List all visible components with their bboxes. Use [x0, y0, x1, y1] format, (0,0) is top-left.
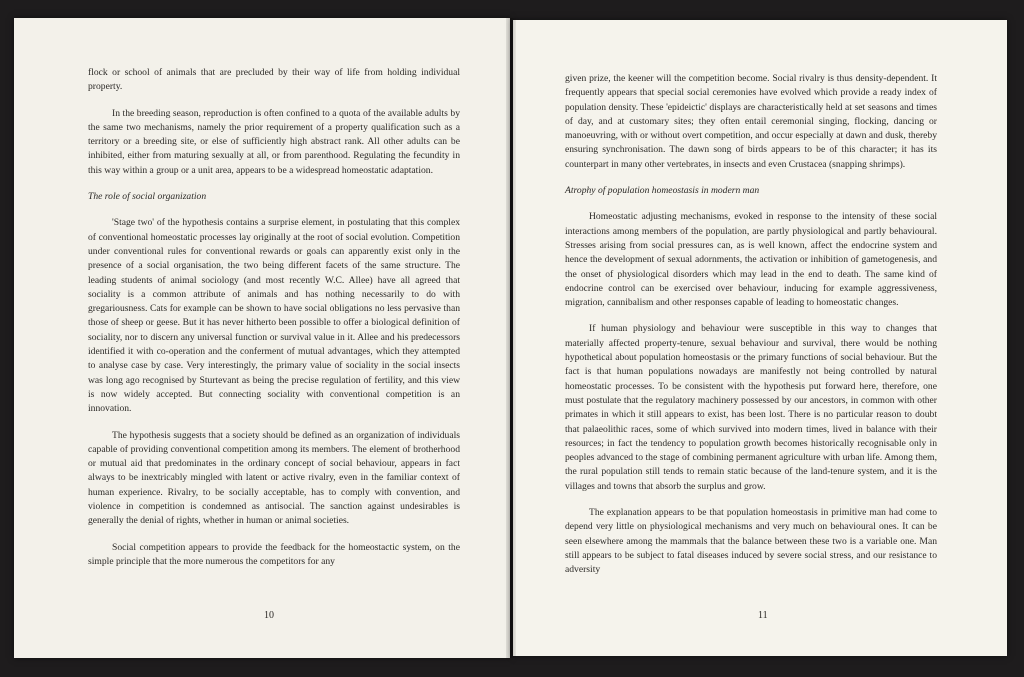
- paragraph: If human physiology and behaviour were susceptible in this way to changes that materially affected property-tenure, sexual behaviour and survival, there would be nothing hypothetical about population homeostasis or the primary functions of social behaviour. But the fact is that human populations nowadays are manifestly not being controlled by natural homeostatic processes. To be consistent with the hypothesis put forward here, therefore, one must postulate that the regulatory machinery possessed by our ancestors, in common with other primates in which it still appears to exist, has been lost. There is no particular reason to doubt that palaeolithic races, some of which survived into modern times, lived in balance with their resources; in fact the tendency to population growth becomes historically recognisable only in peoples advanced to the stage of combining permanent agriculture with urban life. Among them, the rural population still tends to remain static because of the land-tenure system, and it is the villages and towns that absorb the surplus and grow.: [565, 323, 937, 492]
- page-number: 10: [264, 610, 274, 621]
- section-heading: The role of social organization: [88, 191, 207, 203]
- paragraph: Homeostatic adjusting mechanisms, evoked in response to the intensity of these social interactions among members of the population, are partly physiological and partly behavioural. Stresses arising from social pressures can, as is well known, affect the endocrine system and hence the development of sexual adornments, the activation or inhibition of gametogenesis, and the onset of physiological disorders which may lead in the end to death. The same kind of endocrine control can be exercised over behaviour, inducing for example aggressiveness, migration, cannibalism and other responses capable of leading to homeostatic changes.: [565, 211, 937, 309]
- paragraph: Social competition appears to provide the feedback for the homeostactic system, on the simple principle that the more numerous the competitors for any: [88, 541, 460, 567]
- paragraph: The explanation appears to be that population homeostasis in primitive man had come to depend very little on physiological mechanisms and very much on behavioural ones. It can be seen elsewhere among the mammals that the balance between these two is a variable one. Man still appears to be subject to fatal diseases induced by severe social stress, and our resistance to adversity: [565, 507, 937, 576]
- left-page-text: [88, 66, 460, 581]
- paragraph: In the breeding season, reproduction is often confined to a quota of the available adults by the same two mechanisms, namely the prior requirement of a property qualification such as a territory or a breeding site, or else of sufficiently high abstract rank. All other adults can be inhibited, either from maturing sexually at all, or from parenthood. Regulating the fecundity in this way within a group or a unit area, appears to be a widespread homeostatic adaptation.: [88, 107, 460, 176]
- paragraph: flock or school of animals that are precluded by their way of life from holding individual property.: [88, 67, 460, 93]
- page-number: 11: [758, 610, 768, 621]
- section-heading: Atrophy of population homeostasis in modern man: [565, 185, 760, 197]
- paragraph: The hypothesis suggests that a society should be defined as an organization of individuals capable of providing conventional competition among its members. The element of brotherhood or mutual aid that predominates in the ordinary concept of social behaviour, appears in fact always to be inextricably mingled with latent or active rivalry, even in the familiar context of human experience. Rivalry, to be socially acceptable, has to comply with convention, and violence in competition is condemned as antisocial. The sanction against undesirables is generally the denial of rights, whether in human or animal societies.: [88, 429, 460, 527]
- right-page: [513, 20, 1007, 656]
- right-page-text: [565, 72, 937, 590]
- left-page: [14, 18, 510, 658]
- paragraph: given prize, the keener will the competition become. Social rivalry is thus density-dependent. It frequently appears that special social ceremonies have evolved which provide a ready index of population density. These 'epideictic' displays are characteristically held at set seasons and times of day, and at customary sites; they often entail ceremonial singing, flocking, dancing or manoeuvring, with or without overt competition, and occur especially at dawn and dusk, thereby ensuring synchronisation. The dawn song of birds appears to be of this character; it has its counterpart in many other vertebrates, in insects and even Crustacea (snapping shrimps).: [565, 73, 937, 170]
- paragraph: 'Stage two' of the hypothesis contains a surprise element, in postulating that this complex of conventional homeostatic processes lay originally at the root of social evolution. Competition under conventional rules for conventional rewards or goals can apparently exist only in the presence of a social organisation, the two being different facets of the same structure. The leading students of animal sociology (and most recently W.C. Allee) have all agreed that sociality is a common attribute of animals and has nothing necessarily to do with gregariousness. Cats for example can be shown to have social obligations no less pervasive than those of sheep or geese. But it has never hitherto been possible to offer a biological definition of sociality, nor to discern any universal function or survival value in it. Allee and his predecessors identified it with co-operation and the conferment of mutual advantages, which they attempted to analyse case by case. Very interestingly, the primary value of sociality in the social insects was long ago recognised by Sturtevant as being the precise regulation of fertility, and this view is now widely accepted. But connecting sociality with conventional competition is an innovation.: [88, 217, 460, 415]
- book-gutter: [506, 18, 516, 658]
